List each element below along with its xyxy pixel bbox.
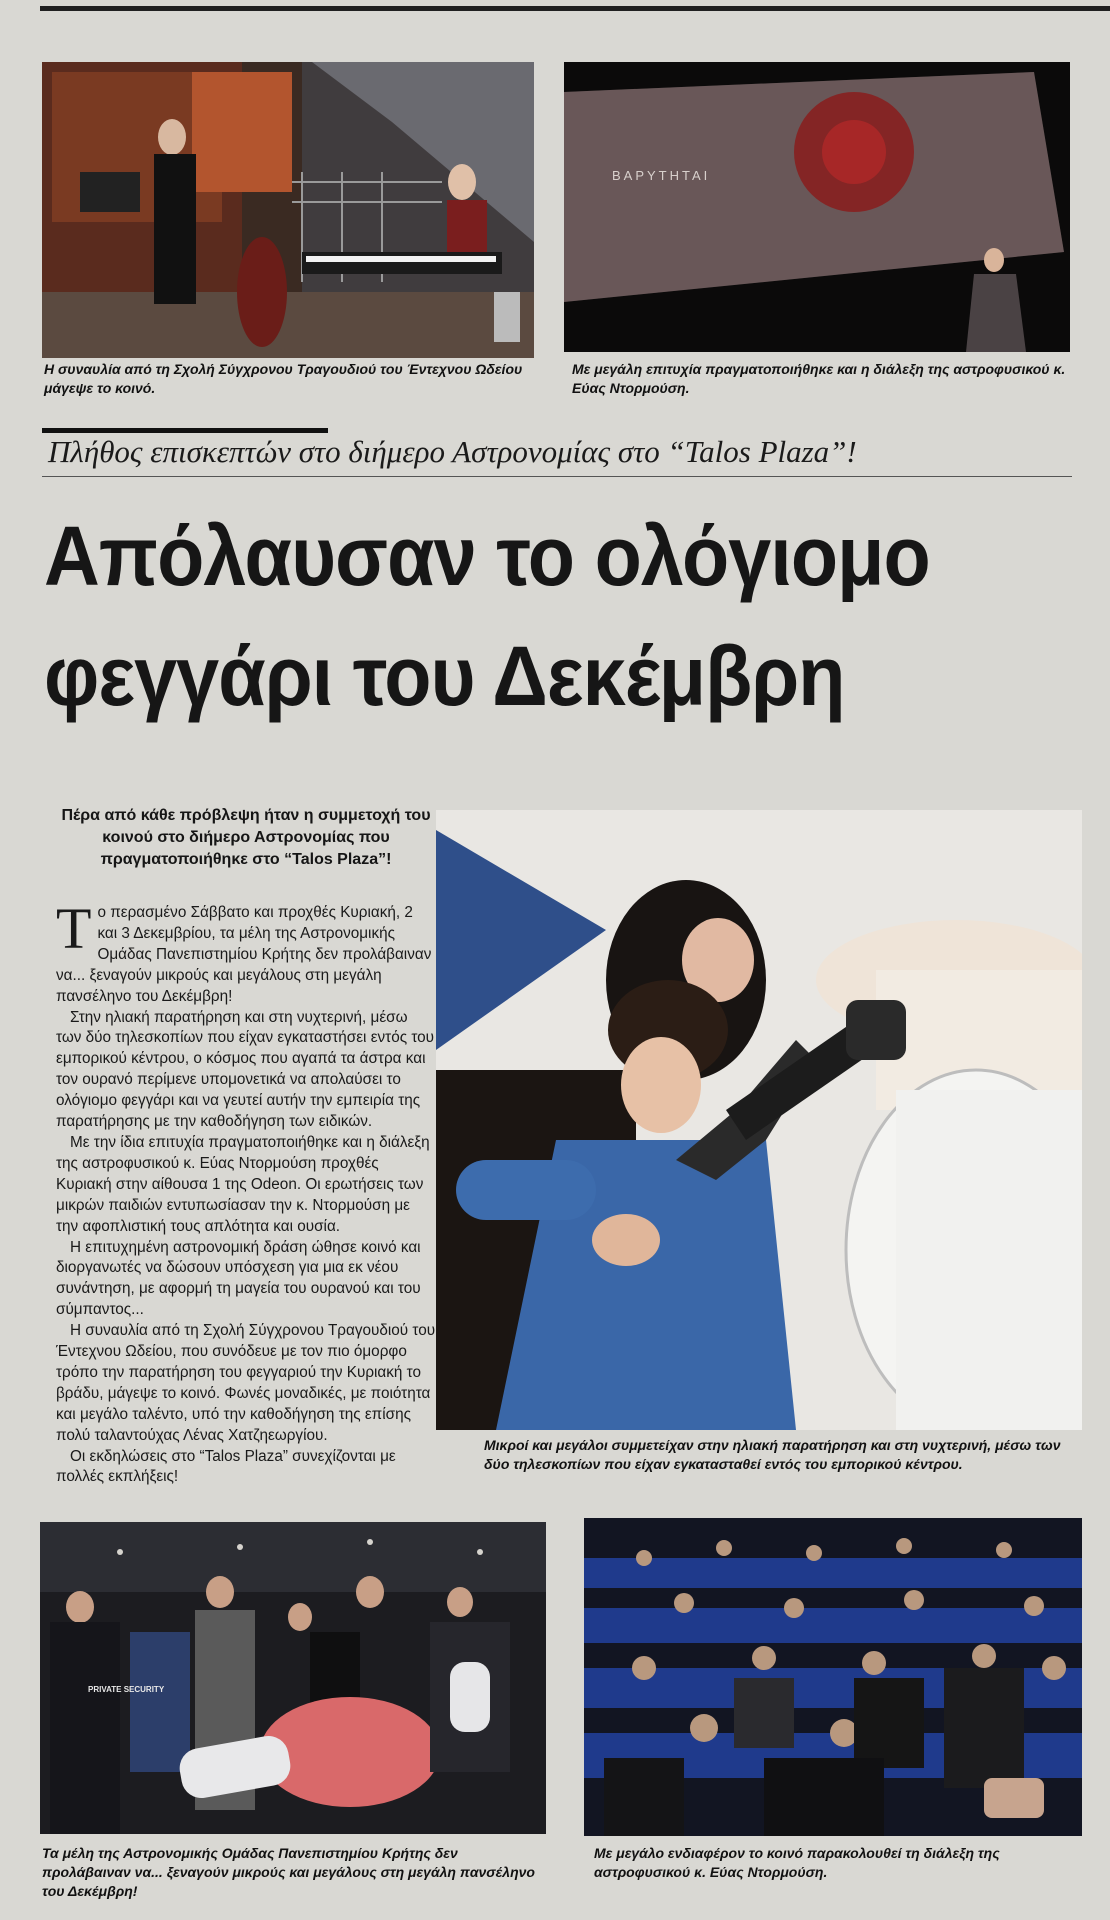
kicker-divider xyxy=(42,476,1072,477)
body-paragraph: Το περασμένο Σάββατο και προχθές Κυριακή, 2 και 3 Δεκεμβρίου, τα μέλη της Αστρονομικής Ομάδας Πανεπιστημίου Κρήτης δεν προλάβαιναν να... ξεναγούν μικρούς και μεγάλους στη μεγάλη πανσέληνο του Δεκέμβρη! xyxy=(56,896,432,1005)
lead-paragraph: Πέρα από κάθε πρόβλεψη ήταν η συμμετοχή του κοινού στο διήμερο Αστρονομίας που πραγματοποιήθηκε στο “Talos Plaza”! xyxy=(61,807,431,868)
kicker: Πλήθος επισκεπτών στο διήμερο Αστρονομίας στο “Talos Plaza”! xyxy=(48,434,857,469)
article-body xyxy=(56,896,436,1488)
telescope-caption: Μικροί και μεγάλοι συμμετείχαν στην ηλιακή παρατήρηση και στη νυχτερινή, μέσω των δύο τηλεσκοπίων που είχαν εγκατασταθεί εντός του εμπορικού κέντρου. xyxy=(484,1437,1061,1472)
top-rule xyxy=(40,6,1110,11)
lecture-caption: Με μεγάλη επιτυχία πραγματοποιήθηκε και η διάλεξη της αστροφυσικού κ. Εύας Ντορμούση. xyxy=(572,361,1066,396)
body-paragraph: Στην ηλιακή παρατήρηση και στη νυχτερινή, μέσω των δύο τηλεσκοπίων που είχαν εγκαταστήσει εντός του εμπορικού κέντρου, ο κόσμος που αγαπά τα άστρα και τον ουρανό περίμενε υπομονετικά να απολαύσει το ολόγιομο φεγγάρι και να γευτεί αυτήν την εμπειρία της παρατήρησης με την καθοδήγηση των ειδικών. xyxy=(56,1008,435,1131)
body-paragraph: Με την ίδια επιτυχία πραγματοποιήθηκε και η διάλεξη της αστροφυσικού κ. Εύας Ντορμούση προχθές Κυριακή στην αίθουσα 1 της Odeon. Οι ερωτήσεις των μικρών παιδιών εντυπωσίασαν την κ. Ντορμούση με την αφοπλιστική τους απλότητα και ουσία. xyxy=(56,1133,430,1235)
drop-cap: Τ xyxy=(56,896,92,961)
concert-photo xyxy=(42,62,534,358)
body-paragraph: Η συναυλία από τη Σχολή Σύγχρονου Τραγουδιού του Έντεχνου Ωδείου, που συνόδευε με τον πιο όμορφο τρόπο την παρατήρηση του φεγγαριού την Κυριακή το βράδυ, μάγεψε το κοινό. Φωνές μοναδικές, με ποιότητα και μεγάλο ταλέντο, υπό την καθοδήγηση της επίσης πολύ ταλαντούχας Λένας Χατζηεωργίου. xyxy=(56,1322,436,1444)
crowd-caption: Τα μέλη της Αστρονομικής Ομάδας Πανεπιστημίου Κρήτης δεν προλάβαιναν να... ξεναγούν μικρούς και μεγάλους στη μεγάλη πανσέληνο του Δεκέμβρη! xyxy=(42,1845,535,1899)
kicker-rule xyxy=(42,428,328,433)
crowd-photo xyxy=(40,1522,546,1834)
headline-line-2: φεγγάρι του Δεκέμβρη xyxy=(44,629,845,723)
lecture-photo xyxy=(564,62,1070,352)
body-paragraph: Η επιτυχημένη αστρονομική δράση ώθησε κοινό και διοργανωτές να δώσουν υπόσχεση για μια εκ νέου συνάντηση, με αφορμή τη μαγεία του ουρανού και του σύμπαντος... xyxy=(56,1238,421,1319)
lecture-screen-text: ΒΑΡΥΤΗΤΑΙ xyxy=(612,168,711,183)
headline-line-1: Απόλαυσαν το ολόγιομο xyxy=(44,509,930,603)
audience-photo xyxy=(584,1518,1082,1836)
security-jacket-text: PRIVATE SECURITY xyxy=(88,1685,165,1694)
audience-caption: Με μεγάλο ενδιαφέρον το κοινό παρακολουθεί τη διάλεξη της αστροφυσικού κ. Εύας Ντορμούση. xyxy=(594,1845,1000,1880)
concert-caption: Η συναυλία από τη Σχολή Σύγχρονου Τραγουδιού του Έντεχνου Ωδείου μάγεψε το κοινό. xyxy=(44,361,523,396)
body-paragraph: Οι εκδηλώσεις στο “Talos Plaza” συνεχίζονται με πολλές εκπλήξεις! xyxy=(56,1447,396,1486)
headline xyxy=(44,496,992,736)
telescope-photo xyxy=(436,810,1082,1430)
